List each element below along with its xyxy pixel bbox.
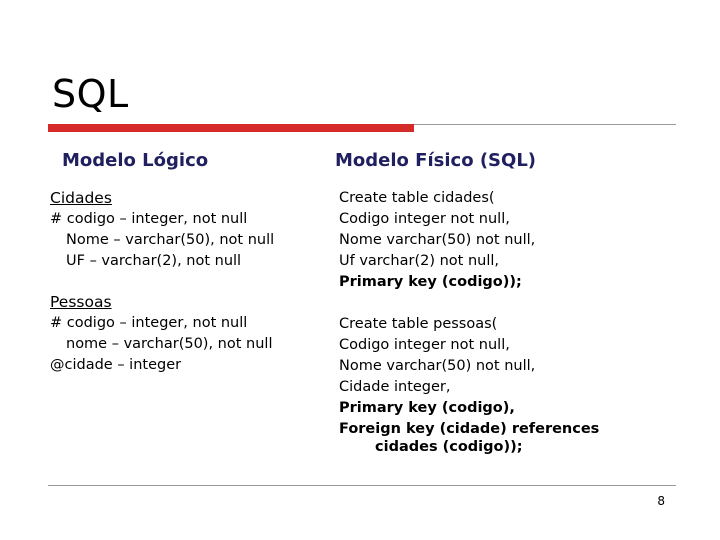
physical-model-heading: Modelo Físico (SQL) (335, 150, 537, 171)
logical-pessoas-block (50, 292, 272, 376)
sql-line: Codigo integer not null, (339, 211, 510, 227)
physical-cidades-block (339, 188, 535, 293)
sql-line: Primary key (codigo)); (339, 274, 522, 290)
sql-line: Nome varchar(50) not null, (339, 232, 536, 248)
logical-cidades-block (50, 188, 274, 272)
sql-line: Foreign key (cidade) references (339, 421, 600, 437)
sql-line: Uf varchar(2) not null, (339, 253, 499, 269)
page-number: 8 (657, 494, 665, 508)
attribute-line: Nome – varchar(50), not null (66, 232, 275, 248)
attribute-line: UF – varchar(2), not null (66, 253, 242, 269)
footer-divider-line (48, 485, 676, 486)
logical-model-heading: Modelo Lógico (62, 150, 209, 171)
slide-title: SQL (52, 72, 129, 116)
sql-line: Primary key (codigo), (339, 400, 515, 416)
sql-line: Cidade integer, (339, 379, 451, 395)
attribute-line: # codigo – integer, not null (50, 315, 248, 331)
attribute-line: # codigo – integer, not null (50, 211, 248, 227)
sql-line: Create table cidades( (339, 190, 495, 206)
sql-line: cidades (codigo)); (375, 439, 523, 455)
title-divider-line (414, 124, 676, 125)
sql-line: Nome varchar(50) not null, (339, 358, 536, 374)
entity-name-pessoas: Pessoas (50, 293, 112, 311)
title-accent-bar (48, 124, 414, 132)
physical-pessoas-block (339, 314, 599, 455)
sql-line: Create table pessoas( (339, 316, 498, 332)
sql-line: Codigo integer not null, (339, 337, 510, 353)
attribute-line: nome – varchar(50), not null (66, 336, 273, 352)
entity-name-cidades: Cidades (50, 189, 112, 207)
attribute-line: @cidade – integer (50, 357, 182, 373)
